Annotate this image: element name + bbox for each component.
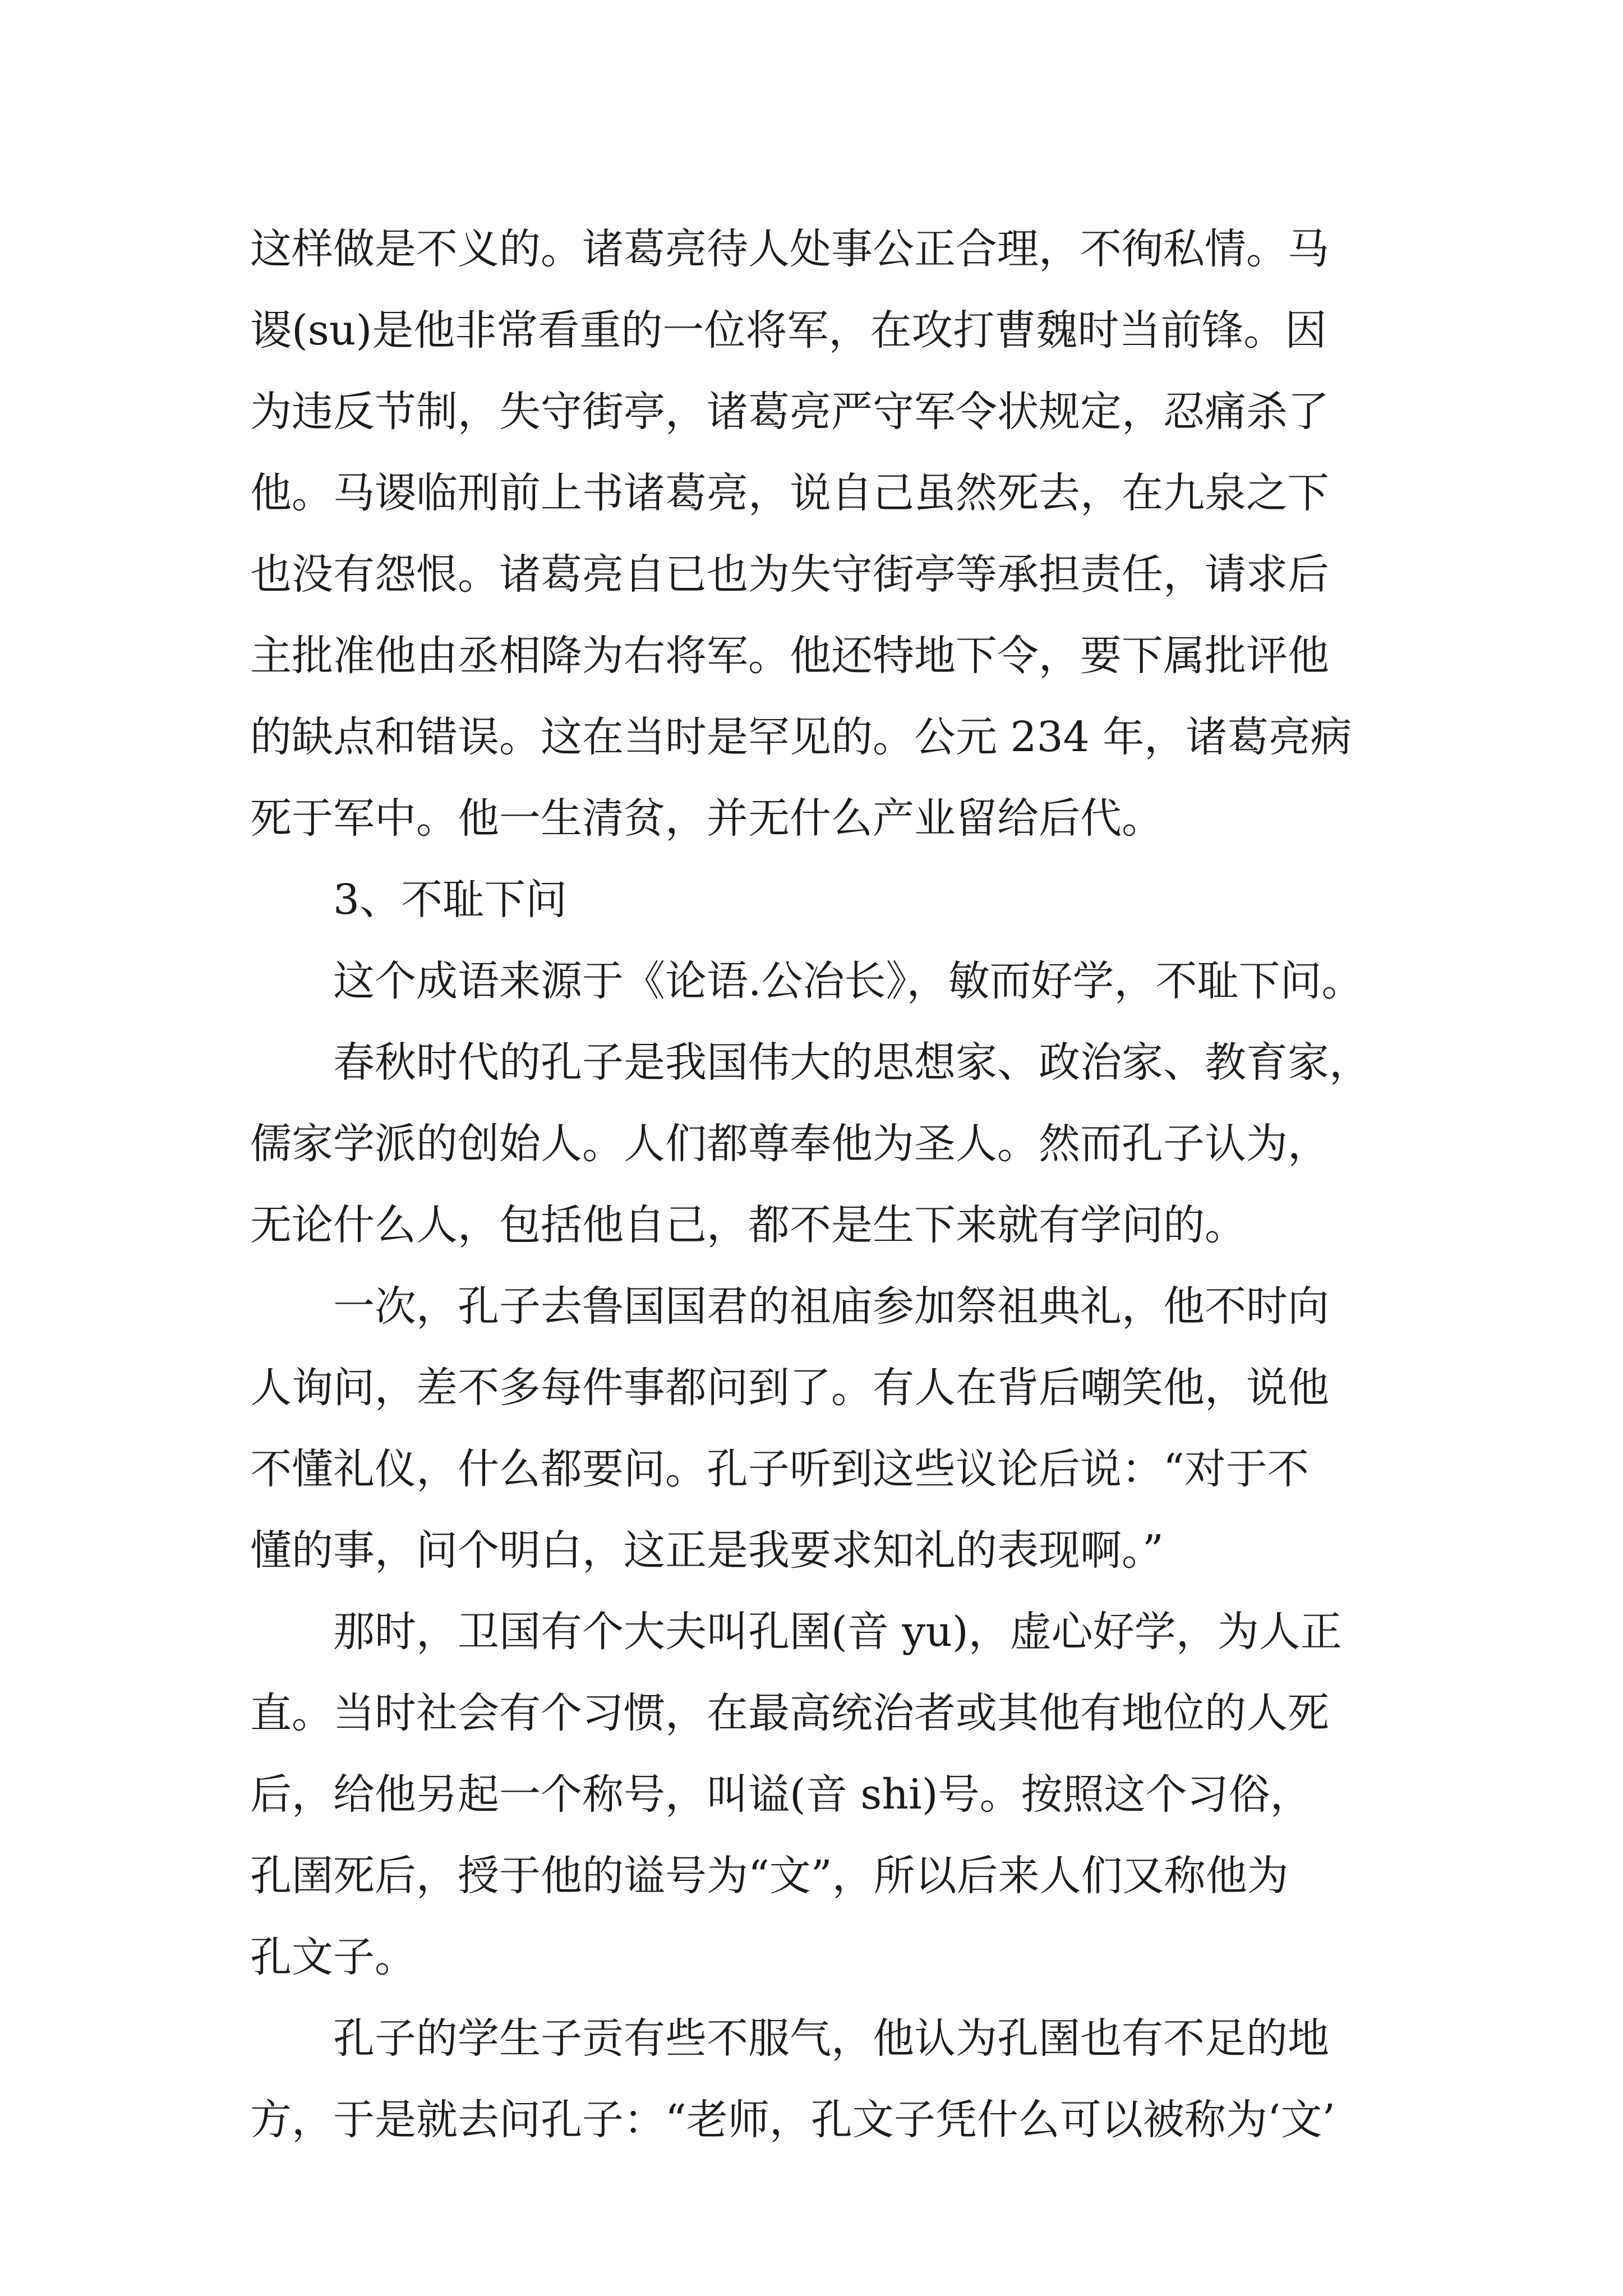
text-line: 为违反节制，失守街亭，诸葛亮严守军令状规定，忍痛杀了 bbox=[250, 388, 1329, 436]
text-line: 不懂礼仪，什么都要问。孔子听到这些议论后说：“对于不 bbox=[250, 1445, 1309, 1493]
text-line: 这个成语来源于《论语.公冶长》，敏而好学，不耻下问。 bbox=[333, 957, 1363, 1005]
text-line: 懂的事，问个明白，这正是我要求知礼的表现啊。” bbox=[250, 1526, 1164, 1575]
text-line: 无论什么人，包括他自己，都不是生下来就有学问的。 bbox=[250, 1201, 1246, 1249]
text-line: 这样做是不义的。诸葛亮待人处事公正合理，不徇私情。马 bbox=[250, 225, 1329, 273]
text-line: 直。当时社会有个习惯，在最高统治者或其他有地位的人死 bbox=[250, 1689, 1329, 1737]
document-body bbox=[250, 209, 1394, 2161]
text-line: 儒家学派的创始人。人们都尊奉他为圣人。然而孔子认为， bbox=[250, 1120, 1329, 1168]
text-line: 方，于是就去问孔子：“老师，孔文子凭什么可以被称为‘文’ bbox=[250, 2096, 1335, 2144]
text-line: 后，给他另起一个称号，叫谥(音 shi)号。按照这个习俗， bbox=[250, 1770, 1312, 1819]
text-line: 也没有怨恨。诸葛亮自已也为失守街亭等承担责任，请求后 bbox=[250, 550, 1329, 599]
text-line: 人询问，差不多每件事都问到了。有人在背后嘲笑他，说他 bbox=[250, 1364, 1329, 1412]
text-line: 春秋时代的孔子是我国伟大的思想家、政治家、教育家， bbox=[333, 1038, 1371, 1087]
text-line: 那时，卫国有个大夫叫孔圉(音 yu)，虚心好学，为人正 bbox=[333, 1608, 1342, 1656]
text-line: 孔文子。 bbox=[250, 1933, 416, 1981]
text-line: 的缺点和错误。这在当时是罕见的。公元 234 年，诸葛亮病 bbox=[250, 713, 1352, 761]
text-line: 死于军中。他一生清贫，并无什么产业留给后代。 bbox=[250, 794, 1163, 843]
text-line: 他。马谡临刑前上书诸葛亮，说自己虽然死去，在九泉之下 bbox=[250, 469, 1329, 517]
text-line: 一次，孔子去鲁国国君的祖庙参加祭祖典礼，他不时向 bbox=[333, 1282, 1329, 1331]
text-line: 孔子的学生子贡有些不服气，他认为孔圉也有不足的地 bbox=[333, 2014, 1329, 2063]
text-line: 主批准他由丞相降为右将军。他还特地下令，要下属批评他 bbox=[250, 632, 1329, 680]
text-line: 孔圉死后，授于他的谥号为“文”，所以后来人们又称他为 bbox=[250, 1852, 1289, 1900]
text-line: 3、不耻下问 bbox=[333, 876, 568, 924]
text-line: 谡(su)是他非常看重的一位将军，在攻打曹魏时当前锋。因 bbox=[250, 306, 1327, 355]
